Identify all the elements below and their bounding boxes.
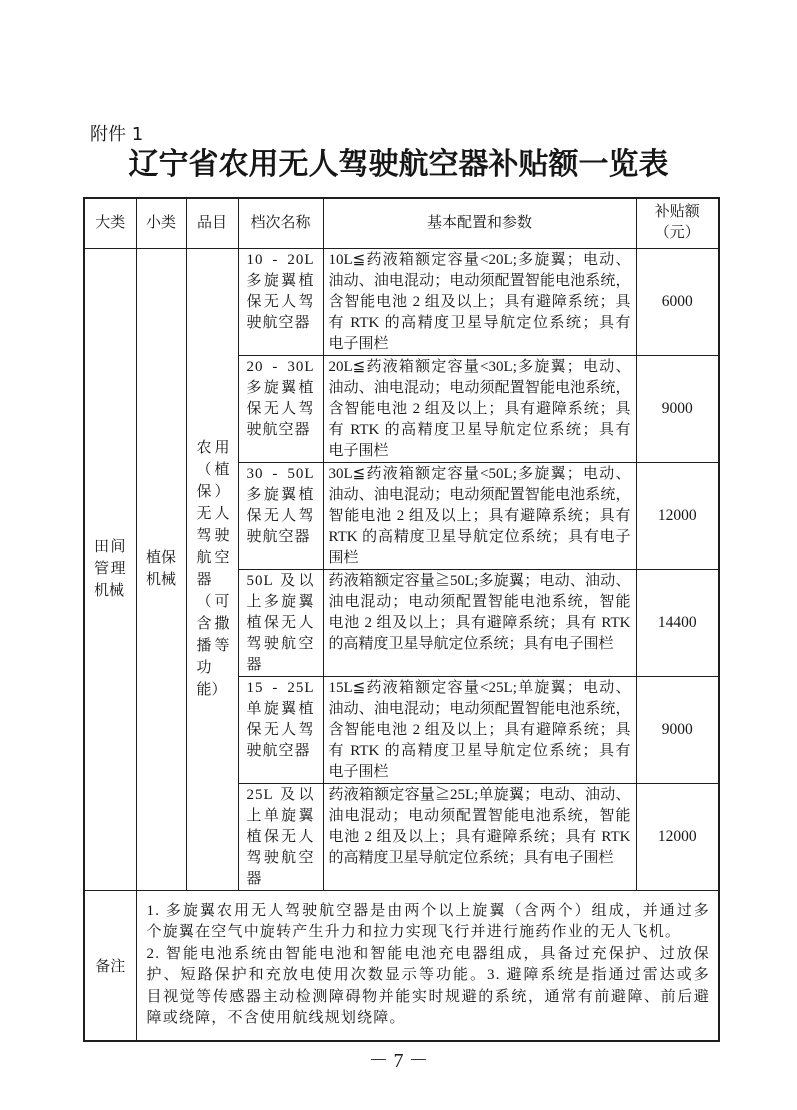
subsidy-value: 12000	[657, 827, 697, 845]
table-header-row	[84, 198, 719, 248]
grade-name-line: 20 - 30L	[246, 358, 315, 375]
config-line: 20L≦药液箱额定容量<30L;多旋翼；电动、	[328, 358, 631, 375]
remarks-line: 个旋翼在空气中旋转产生升力和拉力实现飞行并进行施药作业的无人飞机。	[146, 924, 682, 941]
table-body	[84, 248, 719, 1041]
item-line: （可	[196, 594, 230, 610]
remarks-line: 1. 多旋翼农用无人驾驶航空器是由两个以上旋翼（含两个）组成，并通过多	[146, 903, 710, 920]
subcategory-line: 植保	[145, 550, 176, 566]
subcategory-line: 机械	[145, 572, 176, 588]
config-cell-content	[324, 784, 636, 869]
grade-name-line: 驶航空器	[246, 528, 311, 545]
grade-name-line: 植保无人	[246, 614, 315, 631]
config-line: 含智能电池 2 组及以上；具有避障系统；具	[328, 293, 631, 310]
subsidy-cell	[636, 783, 719, 890]
config-line: 含智能电池 2 组及以上；具有避障系统；具	[328, 721, 631, 738]
grade-name-line: 保无人驾	[246, 507, 315, 524]
grade-name-cell	[238, 355, 323, 462]
config-line: 电子围栏	[328, 442, 389, 459]
config-cell	[323, 248, 636, 355]
config-line: 电子围栏	[328, 763, 389, 780]
remarks-content	[137, 901, 719, 1029]
grade-name-line: 25L 及以	[246, 786, 315, 803]
header-config: 基本配置和参数	[323, 198, 636, 248]
config-line: 油动、油电混动；电动须配置智能电池系统，	[328, 272, 631, 289]
grade-name-cell-content	[239, 249, 323, 334]
config-line: 药液箱额定容量≧25L;单旋翼；电动、油动、	[328, 786, 631, 803]
grade-name-line: 器	[246, 656, 263, 673]
subsidy-cell	[636, 676, 719, 783]
subcategory-cell-content	[137, 547, 186, 591]
remarks-row	[84, 890, 719, 1041]
grade-name-cell	[238, 462, 323, 569]
config-cell	[323, 355, 636, 462]
remarks-label: 备注	[95, 958, 126, 975]
config-cell-content	[324, 249, 636, 355]
subsidy-value: 6000	[661, 292, 693, 310]
grade-name-cell-content	[239, 356, 323, 441]
grade-name-line: 15 - 25L	[246, 679, 315, 696]
subsidy-value: 9000	[661, 720, 693, 738]
subsidy-value: 12000	[657, 506, 697, 524]
attachment-label: 附件 1	[90, 124, 144, 145]
grade-name-cell-content	[239, 677, 323, 762]
grade-name-line: 器	[246, 870, 263, 887]
remarks-label-cell	[84, 890, 136, 1041]
item-line: 器	[196, 572, 212, 588]
config-line: 有 RTK 的高精度卫星导航定位系统；具有	[328, 742, 631, 759]
remarks-line: 障或绕障，不含使用航线规划绕障。	[146, 1010, 406, 1027]
category-cell-content	[85, 536, 136, 602]
config-cell	[323, 569, 636, 676]
config-line: 电池 2 组及以上；具有避障系统；具有 RTK	[328, 828, 631, 845]
category-line: 机械	[94, 583, 125, 599]
config-line: 油电混动；电动须配置智能电池系统，智能	[328, 593, 631, 610]
config-line: 的高精度卫星导航定位系统；具有电子围栏	[328, 849, 614, 866]
grade-name-line: 多旋翼植	[246, 379, 315, 396]
category-line: 田间	[94, 539, 126, 555]
config-line: 含智能电池 2 组及以上；具有避障系统；具	[328, 400, 631, 417]
item-line: 无人	[196, 506, 230, 522]
config-cell	[323, 676, 636, 783]
subsidy-cell	[636, 248, 719, 355]
item-cell-content	[187, 437, 238, 701]
config-line: 有 RTK 的高精度卫星导航定位系统；具有	[328, 421, 631, 438]
grade-name-line: 驾驶航空	[246, 849, 315, 866]
remarks-cell	[136, 890, 719, 1041]
subsidy-cell	[636, 462, 719, 569]
header-subcategory: 小类	[136, 198, 186, 248]
config-line: 10L≦药液箱额定容量<20L;多旋翼；电动、	[328, 251, 631, 268]
grade-name-line: 驶航空器	[246, 314, 311, 331]
grade-name-line: 上多旋翼	[246, 593, 315, 610]
config-line: 油动、油电混动；电动须配置智能电池系统，	[328, 700, 631, 717]
grade-name-cell-content	[239, 570, 323, 676]
category-line: 管理	[94, 561, 126, 577]
remarks-line: 2. 智能电池系统由智能电池和智能电池充电器组成，具备过充保护、过放保	[146, 945, 710, 962]
page-title: 辽宁省农用无人驾驶航空器补贴额一览表	[128, 148, 669, 181]
subsidy-cell	[636, 569, 719, 676]
config-line: 油电混动；电动须配置智能电池系统，智能	[328, 807, 631, 824]
subsidy-table	[83, 197, 720, 1042]
grade-name-line: 上单旋翼	[246, 807, 315, 824]
config-cell-content	[324, 677, 636, 783]
item-line: 播等	[196, 638, 230, 654]
config-line: 15L≦药液箱额定容量<25L;单旋翼；电动、	[328, 679, 631, 696]
item-line: 保）	[196, 484, 230, 500]
remarks-line: 护、短路保护和充放电使用次数显示等功能。3. 避障系统是指通过雷达或多	[146, 967, 710, 984]
item-line: 农用	[196, 440, 230, 456]
header-subsidy	[636, 198, 719, 248]
config-line: 有 RTK 的高精度卫星导航定位系统；具有	[328, 314, 631, 331]
grade-name-line: 驶航空器	[246, 421, 311, 438]
grade-name-cell	[238, 676, 323, 783]
item-line: 驾驶	[196, 528, 230, 544]
item-line: 功	[196, 660, 212, 676]
grade-name-line: 驾驶航空	[246, 635, 315, 652]
table-row	[84, 248, 719, 355]
grade-name-line: 保无人驾	[246, 400, 315, 417]
page-number: － 7 －	[368, 1050, 429, 1072]
grade-name-cell-content	[239, 784, 323, 890]
config-line: 油动、油电混动；电动须配置智能电池系统，	[328, 379, 631, 396]
category-cell	[84, 248, 136, 890]
config-line: 智能电池 2 组及以上；具有避障系统；具有	[328, 507, 631, 524]
remarks-paragraph	[147, 944, 711, 1030]
grade-name-line: 50L 及以	[246, 572, 315, 589]
subsidy-value: 9000	[661, 399, 693, 417]
config-cell-content	[324, 463, 636, 569]
config-line: 电子围栏	[328, 335, 389, 352]
config-cell	[323, 783, 636, 890]
config-cell-content	[324, 356, 636, 462]
grade-name-cell	[238, 569, 323, 676]
header-category: 大类	[84, 198, 136, 248]
config-line: 电池 2 组及以上；具有避障系统；具有 RTK	[328, 614, 631, 631]
grade-name-cell-content	[239, 463, 323, 548]
grade-name-line: 30 - 50L	[246, 465, 315, 482]
header-item: 品目	[186, 198, 238, 248]
config-cell	[323, 462, 636, 569]
grade-name-line: 10 - 20L	[246, 251, 315, 268]
subsidy-cell	[636, 355, 719, 462]
item-line: （植	[196, 462, 230, 478]
header-grade-name: 档次名称	[238, 198, 323, 248]
grade-name-cell	[238, 783, 323, 890]
remarks-paragraph	[147, 901, 711, 944]
item-cell	[186, 248, 238, 890]
grade-name-cell	[238, 248, 323, 355]
config-line: 油动、油电混动；电动须配置智能电池系统，	[328, 486, 631, 503]
config-line: 30L≦药液箱额定容量<50L;多旋翼；电动、	[328, 465, 631, 482]
config-line: 药液箱额定容量≧50L;多旋翼；电动、油动、	[328, 572, 631, 589]
grade-name-line: 多旋翼植	[246, 486, 315, 503]
subcategory-cell	[136, 248, 186, 890]
grade-name-line: 多旋翼植	[246, 272, 315, 289]
config-line: 围栏	[328, 549, 359, 566]
remarks-line: 目视觉等传感器主动检测障碍物并能实时规避的系统，通常有前避障、前后避	[146, 988, 710, 1005]
table-head	[84, 198, 719, 248]
config-cell-content	[324, 570, 636, 655]
config-line: RTK 的高精度卫星导航定位系统；具有电子	[328, 528, 631, 545]
grade-name-line: 驶航空器	[246, 742, 311, 759]
header-subsidy-line: （元）	[654, 225, 700, 242]
subsidy-value: 14400	[657, 613, 697, 631]
item-line: 含撒	[196, 616, 230, 632]
grade-name-line: 植保无人	[246, 828, 315, 845]
config-line: 的高精度卫星导航定位系统；具有电子围栏	[328, 635, 614, 652]
item-line: 能）	[196, 682, 227, 698]
grade-name-line: 保无人驾	[246, 721, 315, 738]
item-line: 航空	[196, 550, 230, 566]
grade-name-line: 单旋翼植	[246, 700, 315, 717]
header-subsidy-line: 补贴额	[654, 204, 700, 221]
grade-name-line: 保无人驾	[246, 293, 315, 310]
